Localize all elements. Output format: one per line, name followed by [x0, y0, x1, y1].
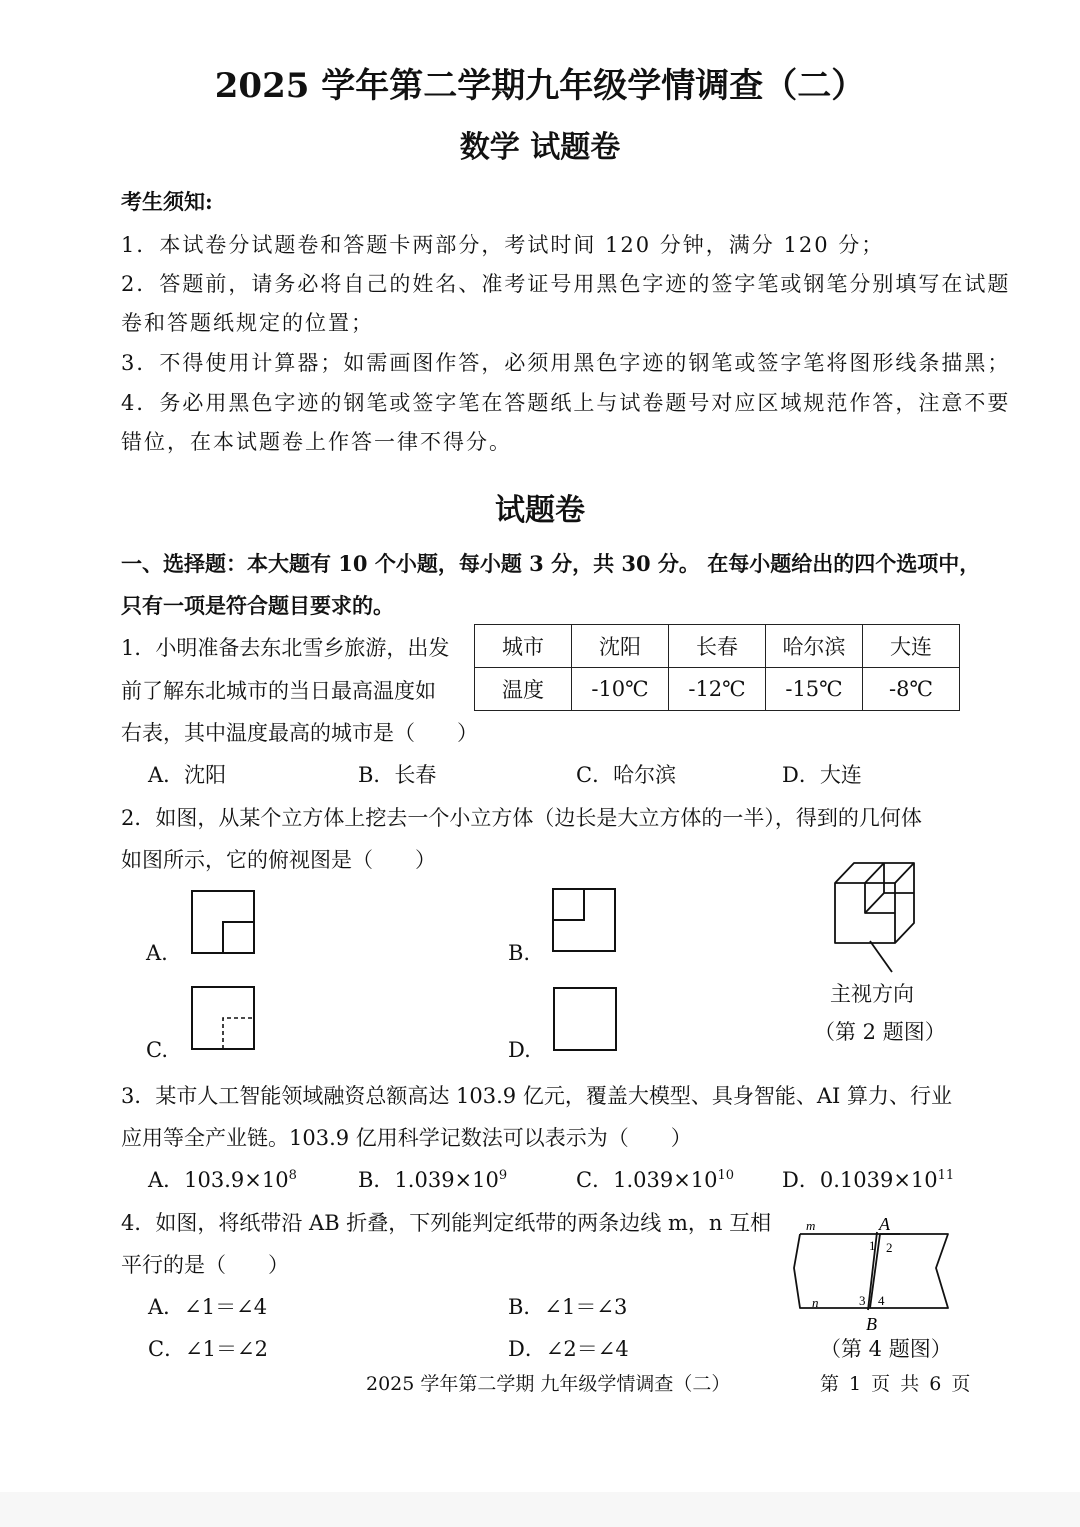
figure-2-direction-label: 主视方向 [830, 982, 914, 1006]
option-value: 103.9×10 [184, 1168, 289, 1192]
option-b: B. [508, 941, 531, 965]
folded-tape-figure [788, 1210, 958, 1332]
option-label: D． [782, 1168, 820, 1192]
option-value: 0.1039×10 [819, 1168, 938, 1192]
angle-label-4: 4 [878, 1293, 885, 1308]
option-label: A． [148, 1168, 185, 1192]
question-3-text: 应用等全产业链。103.9 亿用科学记数法可以表示为（ ） [121, 1126, 692, 1150]
label-b: B [866, 1314, 877, 1332]
table-cell: 大连 [863, 625, 960, 668]
option-exponent: 10 [717, 1168, 735, 1183]
option-b-top-view-figure [551, 887, 619, 953]
option-c: C．哈尔滨 [576, 763, 677, 787]
option-value: 1.039×10 [613, 1168, 718, 1192]
question-1-text: 右表，其中温度最高的城市是（ ） [121, 721, 478, 745]
option-d-top-view-figure [552, 986, 620, 1052]
option-a: A. [146, 941, 168, 965]
option-b: B．∠1＝∠3 [508, 1295, 628, 1319]
option-c: C. [146, 1038, 168, 1062]
option-c [576, 1164, 734, 1194]
table-cell: -10℃ [572, 668, 669, 711]
option-a: A．∠1＝∠4 [148, 1295, 268, 1319]
option-exponent: 11 [937, 1168, 955, 1183]
section-title: 试题卷 [495, 493, 585, 528]
option-a: A．沈阳 [148, 763, 227, 787]
part1-instruction: 只有一项是符合题目要求的。 [121, 593, 394, 618]
notice-item: 错位，在本试题卷上作答一律不得分。 [121, 430, 512, 454]
notice-item: 1．本试卷分试题卷和答题卡两部分，考试时间 120 分钟，满分 120 分； [121, 233, 885, 257]
question-4-text: 4．如图，将纸带沿 AB 折叠，下列能判定纸带的两条边线 m，n 互相 [121, 1211, 772, 1235]
table-cell: -8℃ [863, 668, 960, 711]
label-m: m [806, 1218, 816, 1233]
angle-label-3: 3 [859, 1293, 866, 1308]
table-cell: 哈尔滨 [766, 625, 863, 668]
option-b: B．长春 [358, 763, 437, 787]
option-d: D．大连 [782, 763, 862, 787]
notice-item: 4．务必用黑色字迹的钢笔或签字笔在答题纸上与试卷题号对应区域规范作答，注意不要 [121, 391, 1011, 415]
cube-figure [830, 858, 925, 978]
question-3-text: 3．某市人工智能领域融资总额高达 103.9 亿元，覆盖大模型、具身智能、AI 算力、行业 [121, 1084, 952, 1108]
notice-item: 3．不得使用计算器；如需画图作答，必须用黑色字迹的钢笔或签字笔将图形线条描黑； [121, 351, 1011, 375]
table-row [475, 668, 960, 711]
table-row [475, 625, 960, 668]
option-label: B． [358, 1168, 395, 1192]
option-c: C．∠1＝∠2 [148, 1337, 268, 1361]
option-c-top-view-figure [190, 985, 258, 1053]
temperature-table [474, 624, 960, 711]
question-1-text: 前了解东北城市的当日最高温度如 [121, 679, 436, 703]
scan-bottom-margin [0, 1492, 1080, 1527]
table-cell: 沈阳 [572, 625, 669, 668]
option-a [148, 1164, 297, 1194]
figure-2-caption: （第 2 题图） [814, 1020, 946, 1044]
question-2-text: 2．如图，从某个立方体上挖去一个小立方体（边长是大立方体的一半），得到的几何体 [121, 806, 922, 830]
table-cell: 温度 [475, 668, 572, 711]
figure-4-caption: （第 4 题图） [820, 1337, 952, 1361]
label-a: A [879, 1214, 890, 1234]
label-n: n [812, 1295, 819, 1310]
option-d: D．∠2＝∠4 [508, 1337, 629, 1361]
question-2-text: 如图所示，它的俯视图是（ ） [121, 848, 436, 872]
option-exponent: 9 [498, 1168, 508, 1183]
page-number: 第 1 页 共 6 页 [820, 1373, 973, 1395]
option-d: D. [508, 1038, 531, 1062]
notice-item: 卷和答题纸规定的位置； [121, 311, 374, 335]
notice-heading: 考生须知: [121, 189, 213, 214]
table-cell: -15℃ [766, 668, 863, 711]
angle-label-2: 2 [886, 1240, 893, 1255]
table-cell: 长春 [669, 625, 766, 668]
footer-title: 2025 学年第二学期 九年级学情调查（二） [366, 1373, 731, 1395]
question-4-text: 平行的是（ ） [121, 1253, 289, 1277]
option-label: C． [576, 1168, 614, 1192]
exam-title: 2025 学年第二学期九年级学情调查（二） [214, 66, 866, 106]
option-value: 1.039×10 [394, 1168, 499, 1192]
part1-instruction: 一、选择题：本大题有 10 个小题，每小题 3 分，共 30 分。 在每小题给出的四个选项中， [121, 551, 981, 576]
table-cell: -12℃ [669, 668, 766, 711]
option-d [782, 1164, 954, 1194]
option-exponent: 8 [288, 1168, 297, 1183]
notice-item: 2．答题前，请务必将自己的姓名、准考证号用黑色字迹的签字笔或钢笔分别填写在试题 [121, 272, 1011, 296]
option-b [358, 1164, 507, 1194]
question-1-text: 1．小明准备去东北雪乡旅游，出发 [121, 636, 450, 660]
option-a-top-view-figure [190, 889, 258, 955]
exam-subtitle: 数学 试题卷 [459, 130, 621, 165]
table-cell: 城市 [475, 625, 572, 668]
angle-label-1: 1 [869, 1238, 876, 1253]
